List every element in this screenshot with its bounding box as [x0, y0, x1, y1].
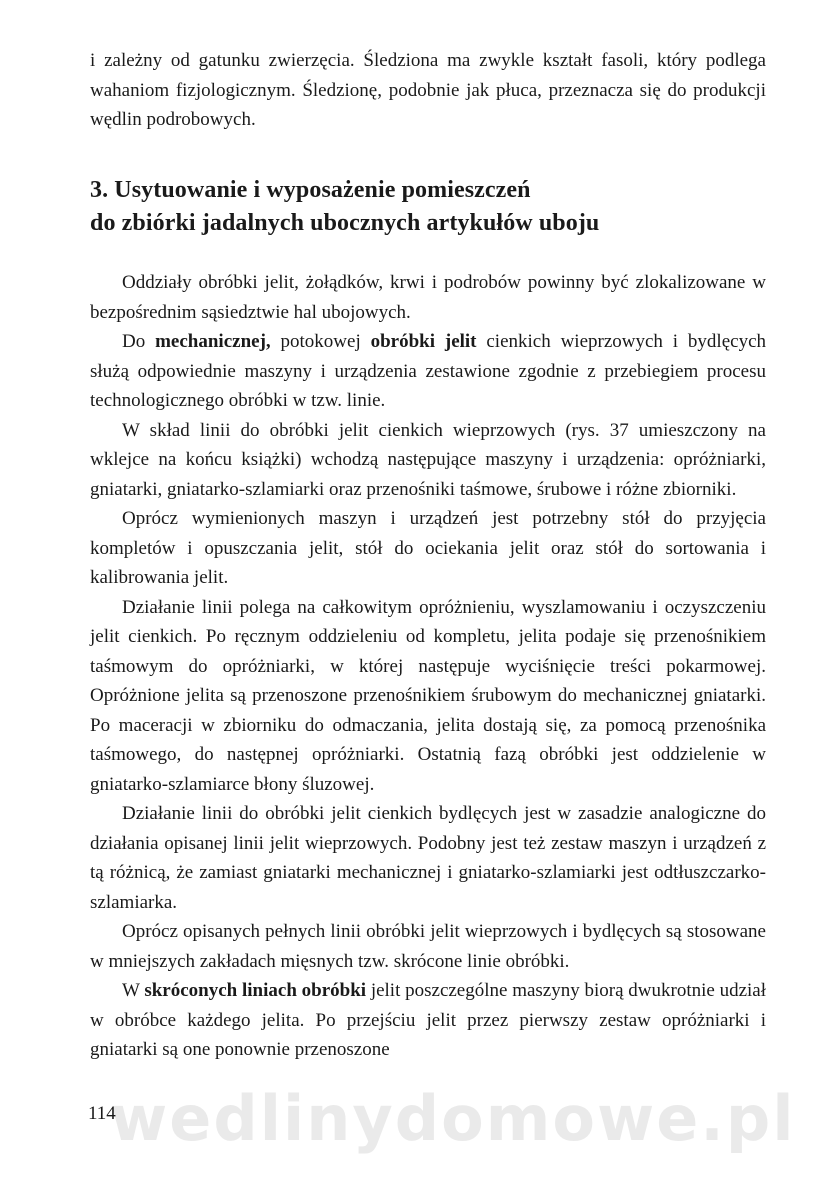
paragraph-2-text-c: cienkich wieprzowych i bydlęcych służą odpowiednie maszyny i urządzenia zestawione zgodnie z przebiegiem procesu technologicznego obróbki w tzw. linie. — [90, 331, 767, 411]
paragraph-5: Działanie linii polega na całkowitym opróżnieniu, wyszlamowaniu i oczyszczeniu jelit cienkich. Po ręcznym oddzieleniu od kompletu, jelita podaje się przenośnikiem taśmowym do opróżniarki, w której następuje wyciśnięcie treści pokarmowej. Opróżnione jelita są przenoszone przenośnikiem śrubowym do mechanicznej gniatarki. Po maceracji w zbiorniku do odmaczania, jelita dostają się, za pomocą przenośnika taśmowego, do następnej opróżniarki. Ostatnią fazą obróbki jest oddzielenie w gniatarko-szlamiarce błony śluzowej. — [90, 596, 766, 795]
paragraph-4: Oprócz wymienionych maszyn i urządzeń jest potrzebny stół do przyjęcia kompletów i opuszczania jelit, stół do ociekania jelit oraz stół do sortowania i kalibrowania jelit. — [90, 508, 766, 588]
section-heading-line2: do zbiórki jadalnych ubocznych artykułów uboju — [90, 210, 600, 236]
paragraph-3: W skład linii do obróbki jelit cienkich wieprzowych (rys. 37 umieszczony na wklejce na końcu książki) wchodzą następujące maszyny i urządzenia: opróżniarki, gniatarki, gniatarko-szlamiarki oraz przenośniki taśmowe, śrubowe i różne zbiorniki. — [90, 419, 766, 500]
paragraph-6: Działanie linii do obróbki jelit cienkich bydlęcych jest w zasadzie analogiczne do działania opisanej linii jelit wieprzowych. Podobny jest też zestaw maszyn i urządzeń z tą różnicą, że zamiast gniatarki mechanicznej i gniatarko-szlamiarki jest odtłuszczarko-szlamiarka. — [90, 803, 766, 913]
paragraph-2-bold-b: obróbki jelit — [370, 331, 477, 352]
page-number: 114 — [88, 1103, 116, 1124]
watermark: wedlinydomowe.pl — [110, 1082, 796, 1155]
paragraph-8 — [90, 976, 766, 1065]
paragraph-2 — [90, 327, 766, 416]
intro-text — [90, 46, 766, 135]
paragraph-8-bold-a: skróconych liniach obróbki — [144, 980, 367, 1001]
intro-paragraph: i zależny od gatunku zwierzęcia. Śledziona ma zwykle kształt fasoli, który podlega wahaniom fizjologicznym. Śledzionę, podobnie jak płuca, przeznacza się do produkcji wędlin podrobowych. — [90, 50, 766, 130]
section-heading-line1: 3. Usytuowanie i wyposażenie pomieszczeń — [90, 177, 531, 203]
paragraph-2-text-b: potokowej — [270, 331, 371, 352]
paragraph-1: Oddziały obróbki jelit, żołądków, krwi i podrobów powinny być zlokalizowane w bezpośrednim sąsiedztwie hal ubojowych. — [90, 272, 766, 323]
section-heading — [90, 174, 770, 240]
paragraph-8-text-b: jelit poszczególne maszyny biorą dwukrotnie udział w obróbce każdego jelita. Po przejściu jelit przez pierwszy zestaw opróżniarki i gniatarki są one ponownie przenoszone — [90, 980, 766, 1060]
paragraph-2-text-a: Do — [122, 331, 156, 352]
paragraph-2-bold-a: mechanicznej, — [155, 331, 271, 352]
paragraph-8-text-a: W — [122, 980, 145, 1001]
section-body — [90, 268, 766, 1065]
paragraph-7: Oprócz opisanych pełnych linii obróbki jelit wieprzowych i bydlęcych są stosowane w mniejszych zakładach mięsnych tzw. skrócone linie obróbki. — [90, 921, 766, 972]
